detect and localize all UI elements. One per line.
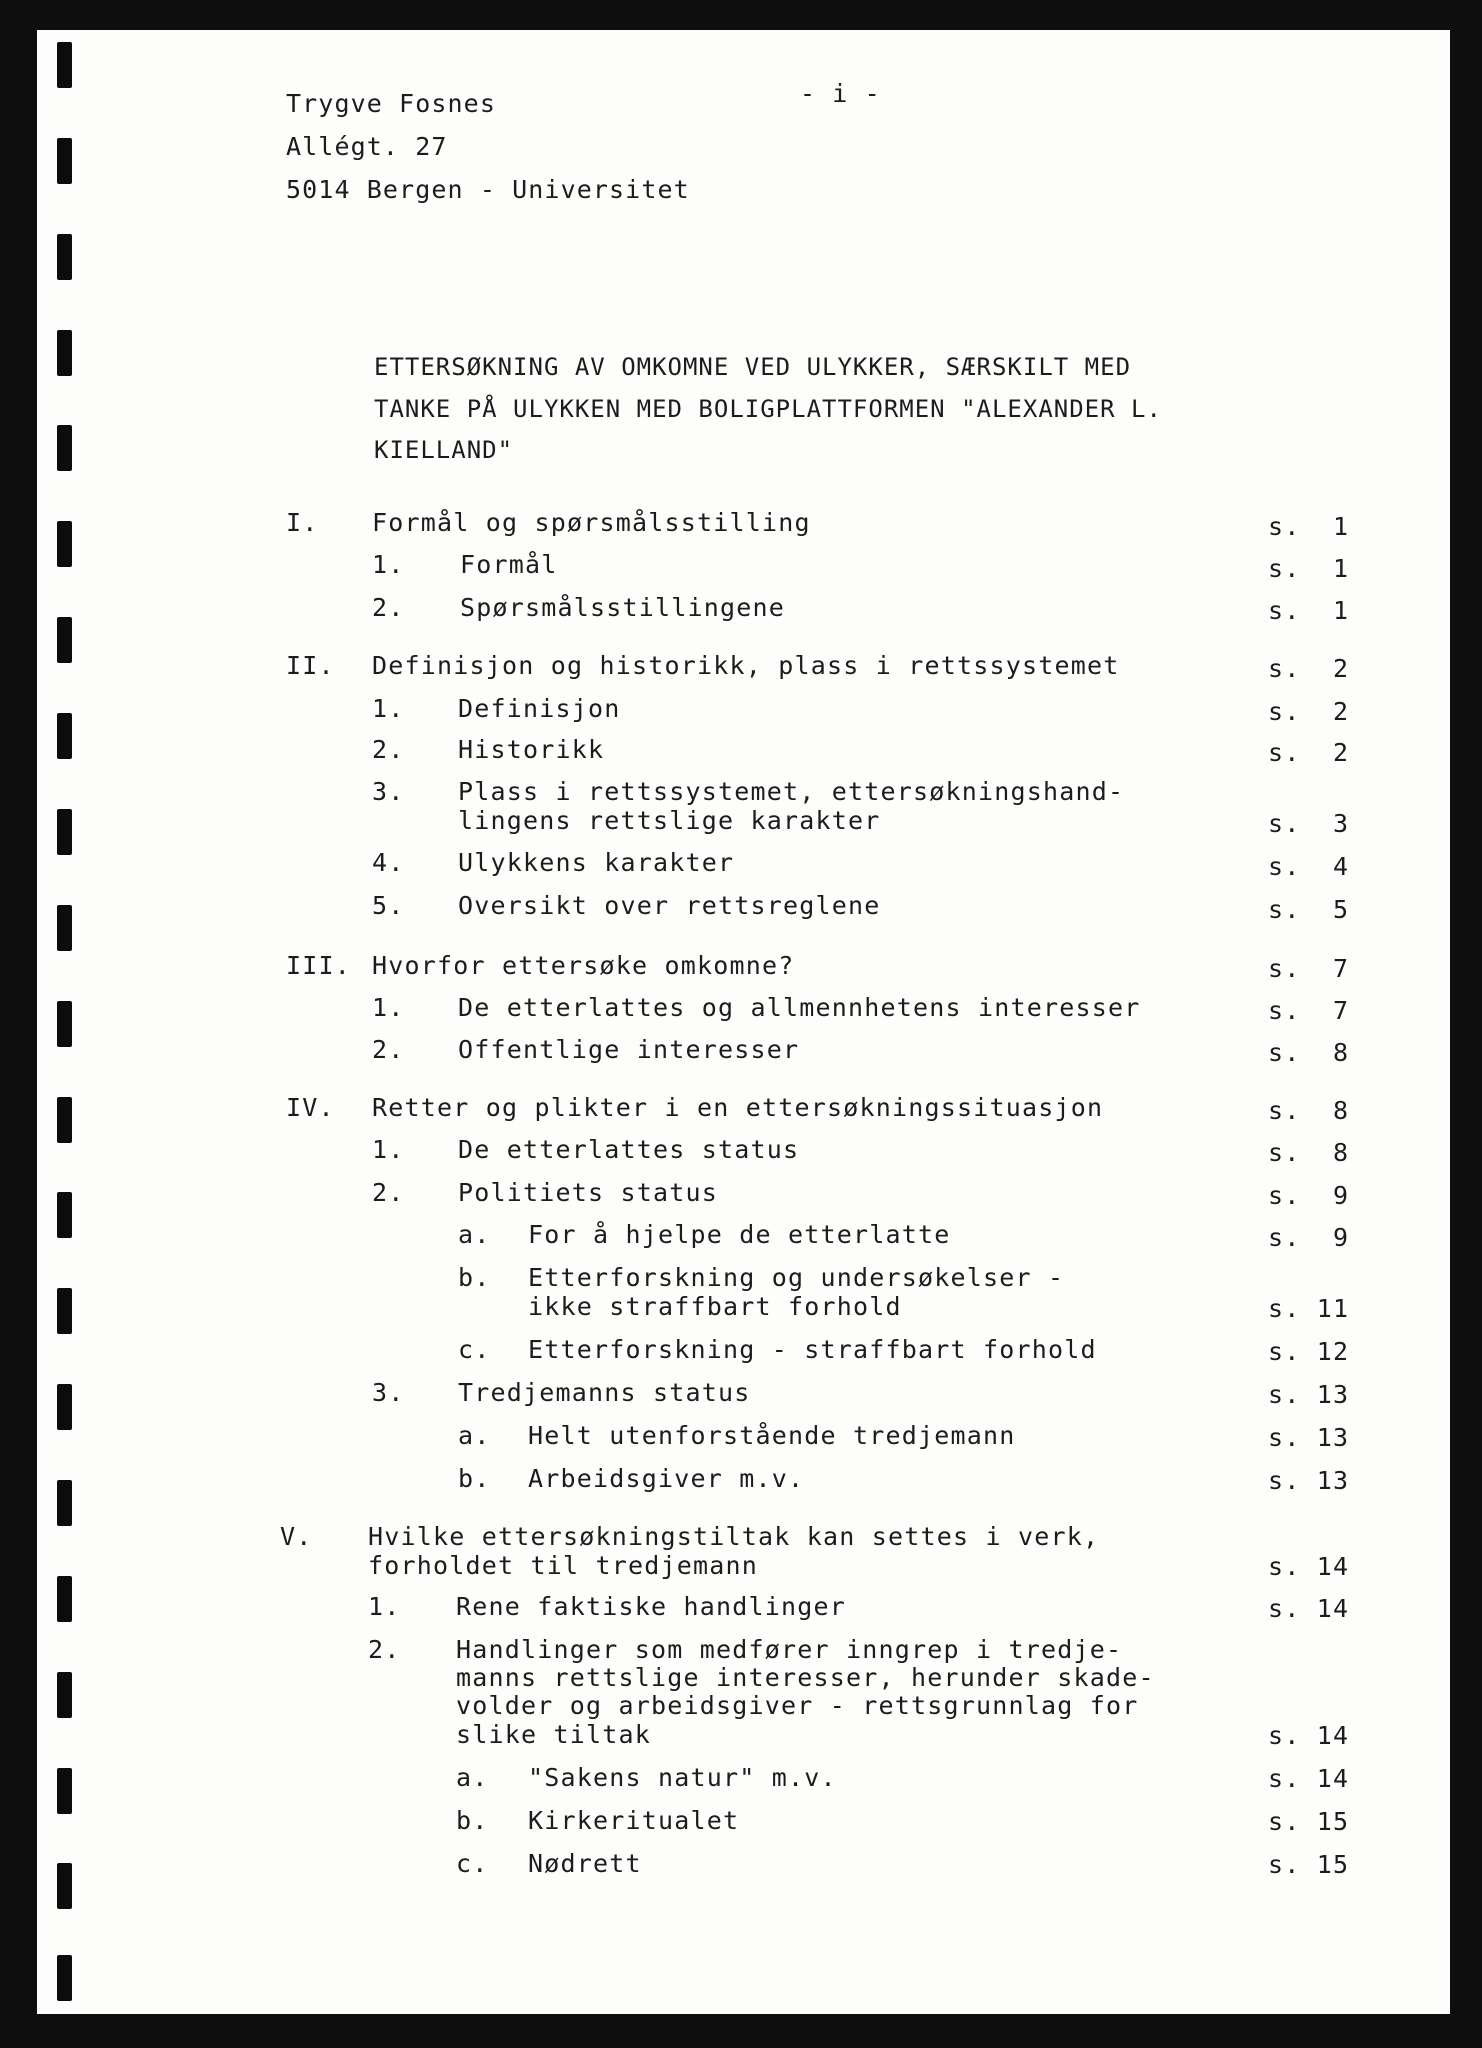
toc-page-ref: s. 7 xyxy=(1268,954,1350,983)
binding-hole xyxy=(57,234,72,280)
toc-page-ref: s. 2 xyxy=(1268,738,1350,767)
toc-item-title: Offentlige interesser xyxy=(458,1035,800,1064)
toc-subitem-title: Nødrett xyxy=(528,1849,642,1878)
toc-item-title: Politiets status xyxy=(458,1178,719,1207)
binding-hole xyxy=(57,1192,72,1238)
binding-hole xyxy=(57,1768,72,1814)
toc-item-title: Spørsmålsstillingene xyxy=(460,593,786,622)
binding-hole xyxy=(57,425,72,471)
toc-item-number: 2. xyxy=(372,593,405,622)
toc-page-ref: s. 2 xyxy=(1268,654,1350,683)
toc-item-number: 2. xyxy=(368,1635,401,1664)
toc-section-number: II. xyxy=(286,651,335,680)
toc-item-title: De etterlattes status xyxy=(458,1135,800,1164)
toc-section-title: Formål og spørsmålsstilling xyxy=(372,508,811,537)
binding-hole xyxy=(57,1097,72,1143)
binding-hole xyxy=(57,905,72,951)
toc-page-ref: s. 14 xyxy=(1268,1594,1350,1623)
toc-page-ref: s. 1 xyxy=(1268,596,1350,625)
author-city: 5014 Bergen - Universitet xyxy=(286,175,690,204)
binding-hole xyxy=(57,617,72,663)
toc-item-title-continued: volder og arbeidsgiver - rettsgrunnlag for xyxy=(456,1691,1139,1720)
binding-hole xyxy=(57,138,72,184)
toc-item-number: 3. xyxy=(372,1378,405,1407)
toc-item-title-continued: lingens rettslige karakter xyxy=(458,806,881,835)
toc-page-ref: s. 14 xyxy=(1268,1721,1350,1750)
binding-hole xyxy=(57,1576,72,1622)
binding-hole xyxy=(57,521,72,567)
toc-item-title: De etterlattes og allmennhetens interesser xyxy=(458,993,1141,1022)
toc-page-ref: s. 15 xyxy=(1268,1807,1350,1836)
binding-hole xyxy=(57,1288,72,1334)
toc-item-number: 1. xyxy=(372,550,405,579)
toc-subitem-letter: a. xyxy=(456,1763,489,1792)
toc-page-ref: s. 4 xyxy=(1268,852,1350,881)
binding-hole xyxy=(57,809,72,855)
toc-page-ref: s. 13 xyxy=(1268,1423,1350,1452)
document-title-line: KIELLAND" xyxy=(374,436,514,464)
toc-subitem-title: Kirkeritualet xyxy=(528,1806,740,1835)
toc-item-number: 2. xyxy=(372,1035,405,1064)
toc-subitem-letter: b. xyxy=(458,1464,491,1493)
toc-page-ref: s. 8 xyxy=(1268,1038,1350,1067)
toc-page-ref: s. 2 xyxy=(1268,697,1350,726)
binding-hole xyxy=(57,1001,72,1047)
author-name: Trygve Fosnes xyxy=(286,89,496,118)
toc-item-title: Oversikt over rettsreglene xyxy=(458,891,881,920)
toc-item-number: 3. xyxy=(372,777,405,806)
toc-subitem-title: Etterforskning - straffbart forhold xyxy=(528,1335,1097,1364)
toc-item-title: Ulykkens karakter xyxy=(458,848,735,877)
toc-subitem-title: For å hjelpe de etterlatte xyxy=(528,1220,951,1249)
toc-item-number: 1. xyxy=(368,1592,401,1621)
toc-section-title: Definisjon og historikk, plass i rettssystemet xyxy=(372,651,1120,680)
toc-subitem-title: Helt utenforstående tredjemann xyxy=(528,1421,1016,1450)
toc-page-ref: s. 1 xyxy=(1268,554,1350,583)
toc-subitem-letter: b. xyxy=(456,1806,489,1835)
toc-subitem-letter: a. xyxy=(458,1421,491,1450)
toc-page-ref: s. 14 xyxy=(1268,1552,1350,1581)
toc-section-number: IV. xyxy=(286,1093,335,1122)
toc-page-ref: s. 8 xyxy=(1268,1138,1350,1167)
toc-page-ref: s. 11 xyxy=(1268,1294,1350,1323)
binding-hole xyxy=(57,330,72,376)
binding-hole xyxy=(57,1863,72,1909)
toc-item-title: Plass i rettssystemet, ettersøkningshand- xyxy=(458,777,1125,806)
toc-subitem-title: "Sakens natur" m.v. xyxy=(528,1763,837,1792)
toc-item-number: 2. xyxy=(372,735,405,764)
toc-subitem-title: Arbeidsgiver m.v. xyxy=(528,1464,805,1493)
toc-item-number: 5. xyxy=(372,891,405,920)
toc-item-number: 1. xyxy=(372,694,405,723)
document-title-line: ETTERSØKNING AV OMKOMNE VED ULYKKER, SÆRSKILT MED xyxy=(374,353,1132,381)
toc-page-ref: s. 15 xyxy=(1268,1850,1350,1879)
toc-section-title: Hvorfor ettersøke omkomne? xyxy=(372,951,795,980)
toc-subitem-letter: a. xyxy=(458,1220,491,1249)
toc-subitem-letter: b. xyxy=(458,1263,491,1292)
toc-page-ref: s. 3 xyxy=(1268,809,1350,838)
binding-hole xyxy=(57,1480,72,1526)
toc-item-title-continued: slike tiltak xyxy=(456,1720,652,1749)
toc-subitem-title: Etterforskning og undersøkelser - xyxy=(528,1263,1065,1292)
binding-hole xyxy=(57,1955,72,2001)
toc-page-ref: s. 14 xyxy=(1268,1764,1350,1793)
toc-item-title: Formål xyxy=(460,550,558,579)
document-title-line: TANKE PÅ ULYKKEN MED BOLIGPLATTFORMEN "ALEXANDER L. xyxy=(374,395,1162,423)
toc-page-ref: s. 13 xyxy=(1268,1380,1350,1409)
binding-hole xyxy=(57,713,72,759)
toc-item-title: Tredjemanns status xyxy=(458,1378,751,1407)
toc-section-title: Hvilke ettersøkningstiltak kan settes i verk, xyxy=(368,1522,1100,1551)
binding-hole xyxy=(57,42,72,88)
toc-item-title: Handlinger som medfører inngrep i tredje- xyxy=(456,1635,1123,1664)
toc-item-title-continued: manns rettslige interesser, herunder skade- xyxy=(456,1663,1155,1692)
toc-section-number: I. xyxy=(286,508,319,537)
toc-subitem-letter: c. xyxy=(456,1849,489,1878)
toc-item-title: Historikk xyxy=(458,735,605,764)
toc-subitem-letter: c. xyxy=(458,1335,491,1364)
toc-section-number: III. xyxy=(286,951,352,980)
toc-item-number: 1. xyxy=(372,993,405,1022)
toc-page-ref: s. 5 xyxy=(1268,895,1350,924)
toc-subitem-title-continued: ikke straffbart forhold xyxy=(528,1292,902,1321)
toc-section-title: Retter og plikter i en ettersøkningssituasjon xyxy=(372,1093,1104,1122)
author-street: Allégt. 27 xyxy=(286,132,448,161)
toc-item-number: 4. xyxy=(372,848,405,877)
toc-page-ref: s. 13 xyxy=(1268,1466,1350,1495)
binding-hole xyxy=(57,1384,72,1430)
page-marker: - i - xyxy=(800,79,881,108)
binding-hole xyxy=(57,1672,72,1718)
toc-page-ref: s. 9 xyxy=(1268,1223,1350,1252)
toc-section-title-continued: forholdet til tredjemann xyxy=(368,1551,759,1580)
toc-item-number: 1. xyxy=(372,1135,405,1164)
toc-section-number: V. xyxy=(280,1522,313,1551)
toc-page-ref: s. 12 xyxy=(1268,1337,1350,1366)
toc-item-number: 2. xyxy=(372,1178,405,1207)
toc-item-title: Rene faktiske handlinger xyxy=(456,1592,847,1621)
toc-page-ref: s. 7 xyxy=(1268,996,1350,1025)
toc-page-ref: s. 1 xyxy=(1268,512,1350,541)
toc-page-ref: s. 8 xyxy=(1268,1096,1350,1125)
toc-page-ref: s. 9 xyxy=(1268,1181,1350,1210)
toc-item-title: Definisjon xyxy=(458,694,621,723)
